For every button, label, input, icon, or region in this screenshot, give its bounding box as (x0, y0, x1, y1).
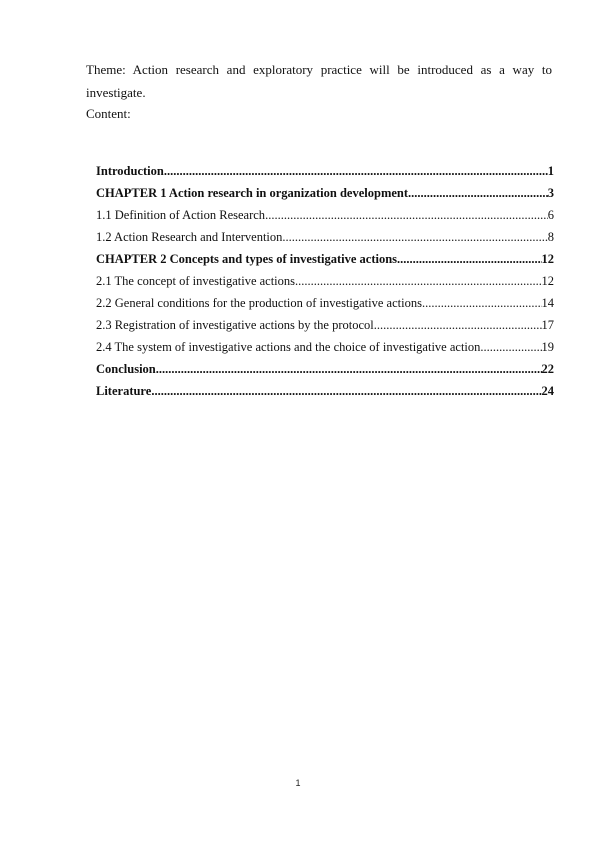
toc-leader-dots (408, 186, 548, 201)
toc-entry-title: Literature (96, 384, 152, 398)
toc-entry-title: CHAPTER 2 Concepts and types of investigative actions (96, 252, 398, 266)
toc-entry-2-4[interactable] (96, 340, 554, 362)
table-of-contents (96, 164, 554, 406)
toc-entry-page: 12 (541, 274, 554, 288)
toc-entry-2-2[interactable] (96, 296, 554, 318)
toc-entry-introduction[interactable] (96, 164, 554, 186)
toc-entry-title: 2.3 Registration of investigative actions by the protocol (96, 318, 374, 332)
toc-entry-1-1[interactable] (96, 208, 554, 230)
toc-leader-dots (265, 208, 548, 223)
toc-entry-title: Introduction (96, 164, 164, 178)
toc-entry-page: 6 (547, 208, 554, 222)
toc-entry-conclusion[interactable] (96, 362, 554, 384)
toc-entry-title: 2.4 The system of investigative actions and the choice of investigative action (96, 340, 481, 354)
content-label: Content: (86, 106, 131, 121)
toc-entry-title: CHAPTER 1 Action research in organization development (96, 186, 409, 200)
toc-leader-dots (374, 318, 542, 333)
toc-entry-title: Conclusion (96, 362, 156, 376)
toc-entry-chapter-1[interactable] (96, 186, 554, 208)
toc-leader-dots (282, 230, 547, 245)
toc-leader-dots (164, 164, 548, 179)
toc-entry-page: 19 (541, 340, 554, 354)
toc-entry-page: 22 (541, 362, 554, 376)
toc-entry-page: 8 (547, 230, 554, 244)
toc-entry-page: 12 (541, 252, 554, 266)
toc-entry-title: 2.1 The concept of investigative actions (96, 274, 296, 288)
toc-leader-dots (422, 296, 542, 311)
toc-leader-dots (480, 340, 541, 355)
toc-leader-dots (156, 362, 542, 377)
toc-entry-page: 24 (541, 384, 554, 398)
toc-entry-chapter-2[interactable] (96, 252, 554, 274)
toc-leader-dots (295, 274, 541, 289)
theme-paragraph: Theme: Action research and exploratory practice will be introduced as a way to investigate. (86, 62, 552, 100)
toc-entry-title: 1.1 Definition of Action Research (96, 208, 266, 222)
toc-leader-dots (397, 252, 541, 267)
toc-entry-title: 2.2 General conditions for the production of investigative actions (96, 296, 422, 310)
toc-leader-dots (151, 384, 541, 399)
toc-entry-page: 1 (547, 164, 554, 178)
toc-entry-2-3[interactable] (96, 318, 554, 340)
toc-entry-literature[interactable] (96, 384, 554, 406)
toc-entry-title: 1.2 Action Research and Intervention (96, 230, 283, 244)
page-number: 1 (295, 778, 301, 788)
toc-entry-page: 14 (541, 296, 554, 310)
toc-entry-1-2[interactable] (96, 230, 554, 252)
toc-entry-2-1[interactable] (96, 274, 554, 296)
toc-entry-page: 3 (547, 186, 554, 200)
toc-entry-page: 17 (541, 318, 554, 332)
